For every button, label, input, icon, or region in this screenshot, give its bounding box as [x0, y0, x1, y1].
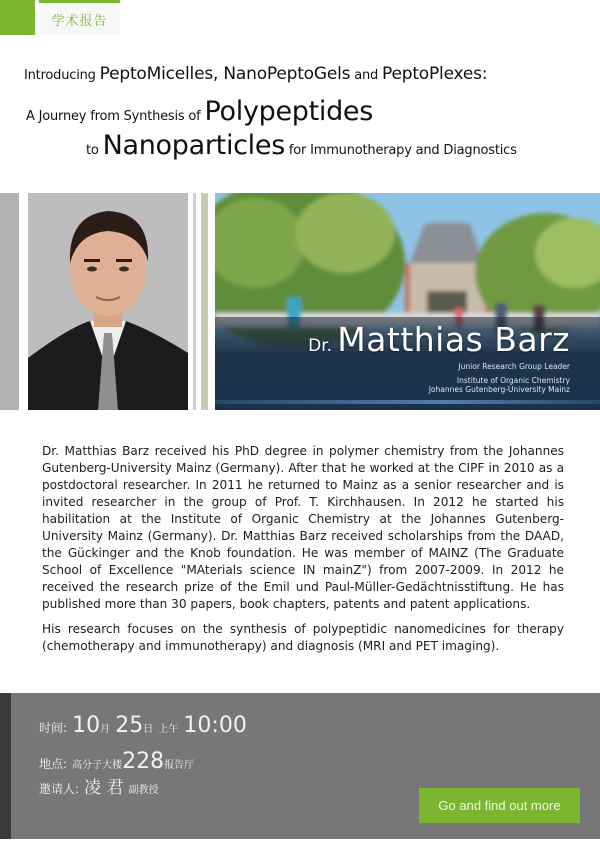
speaker-bio — [42, 443, 564, 655]
host-title: 副教授 — [128, 785, 159, 796]
event-info-panel — [11, 693, 600, 839]
subtitle-suffix: for Immunotherapy and Diagnostics — [284, 143, 517, 158]
event-month: 10 — [72, 713, 101, 738]
host-name: 凌 君 — [84, 778, 124, 798]
bio-paragraph: Dr. Matthias Barz received his PhD degree in polymer chemistry from the Johannes Gutenberg-University Mainz (Germany). After that he worked at the CIPF in 2010 as a postdoctoral researcher. In 2011 he returned to Mainz as a senior researcher and is invited researcher in the group of Prof. T. Kirchhausen. In 2012 he started his habilitation at the Institute of Organic Chemistry at the Johannes Gutenberg-University Mainz (Germany). Dr. Matthias Barz received scholarships from the DAAD, the Gückinger and the Knob foundation. He was member of MAINZ (The Graduate School of Excellence "MAterials science IN mainZ") from 2007-2009. In 2012 he received the research prize of the Emil und Paul-Müller-Gedächtnisstiftung. He has published more than 30 papers, book chapters, patents and patent applications. — [42, 444, 564, 611]
speaker-role: Junior Research Group Leader — [458, 362, 570, 371]
event-building: 高分子大楼 — [72, 760, 123, 771]
subtitle-polypeptides: Polypeptides — [204, 96, 374, 127]
title-line-2 — [26, 96, 373, 127]
category-tab-label: 学术报告 — [51, 14, 108, 29]
banner-bottom-line — [215, 400, 600, 404]
event-day: 25 — [115, 713, 144, 738]
month-unit: 月 — [100, 724, 111, 735]
event-clock: 10:00 — [183, 713, 247, 738]
title-line-1 — [24, 64, 487, 84]
host-label: 邀请人: — [39, 782, 80, 796]
portrait-illustration — [28, 193, 188, 410]
category-tab[interactable] — [39, 0, 120, 35]
event-host — [39, 773, 159, 798]
title-line-3 — [86, 130, 517, 161]
speaker-university: Johannes Gutenberg-University Mainz — [428, 385, 570, 394]
time-label: 时间: — [39, 721, 68, 735]
subtitle-nanoparticles: Nanoparticles — [102, 130, 285, 161]
title-conjunction: and — [350, 68, 383, 83]
event-room: 228 — [122, 749, 165, 774]
speaker-institute: Institute of Organic Chemistry — [456, 376, 570, 385]
tab-accent-bar — [39, 0, 120, 3]
info-panel-edge — [0, 693, 11, 839]
event-time — [39, 713, 247, 738]
speaker-name — [308, 320, 570, 359]
decorative-stripe-grey — [193, 193, 196, 410]
title-term-1: PeptoMicelles, NanoPeptoGels — [99, 64, 351, 84]
decorative-stripe-olive — [201, 193, 208, 410]
event-period: 上午 — [158, 724, 179, 735]
research-paragraph: His research focuses on the synthesis of polypeptidic nanomedicines for therapy (chemotherapy and immunotherapy) and diagnosis (MRI and PET imaging). — [42, 622, 564, 653]
speaker-title-prefix: Dr. — [308, 336, 333, 356]
campus-banner — [215, 193, 600, 410]
speaker-full-name: Matthias Barz — [337, 320, 570, 359]
day-unit: 日 — [143, 724, 154, 735]
speaker-portrait — [28, 193, 188, 410]
title-term-2: PeptoPlexes: — [382, 64, 488, 84]
subtitle-to: to — [86, 143, 103, 158]
event-place — [39, 749, 194, 774]
find-out-more-button[interactable]: Go and find out more — [419, 788, 580, 823]
decorative-stripe-left — [0, 193, 19, 410]
title-prefix: Introducing — [24, 68, 100, 83]
accent-block — [0, 0, 35, 35]
place-label: 地点: — [39, 757, 68, 771]
subtitle-prefix: A Journey from Synthesis of — [26, 109, 205, 124]
room-suffix: 报告厅 — [164, 760, 195, 771]
